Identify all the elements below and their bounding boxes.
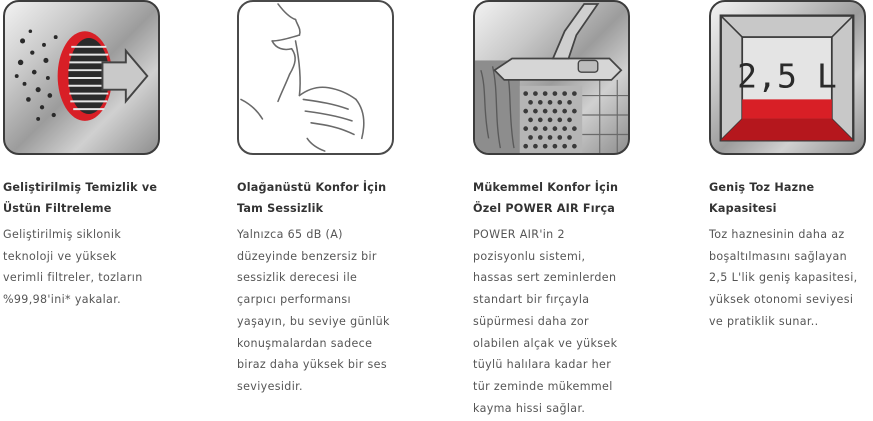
feature-description: Geliştirilmiş siklonik teknoloji ve yüksek verimli filtreler, tozların %99,98'ini* yakalar.	[3, 228, 143, 307]
feature-power-air-brush	[473, 0, 633, 419]
feature-description: POWER AIR'in 2 pozisyonlu sistemi, hassas sert zeminlerden standart bir fırçayla süpürmesi daha zor olabilen alçak ve yüksek tüylü halılara kadar her tür zeminde mükemmel kayma hissi sağlar.	[473, 228, 618, 415]
feature-title: Olağanüstü Konfor İçin Tam Sessizlik	[237, 181, 387, 215]
feature-title: Geliştirilmiş Temizlik ve Üstün Filtreleme	[3, 181, 158, 215]
feature-description: Toz haznesinin daha az boşaltılmasını sağlayan 2,5 L'lik geniş kapasitesi, yüksek otonomi seviyesi ve pratiklik sunar..	[709, 228, 858, 328]
feature-silence	[237, 0, 397, 398]
capacity-label: 2,5 L	[737, 56, 837, 96]
filter-arrow-icon	[3, 0, 160, 155]
feature-title: Geniş Toz Hazne Kapasitesi	[709, 181, 815, 215]
feature-filtration	[3, 0, 163, 311]
dust-capacity-icon	[709, 0, 866, 155]
feature-description: Yalnızca 65 dB (A) düzeyinde benzersiz bir sessizlik derecesi ile çarpıcı performansı yaşayın, bu seviye günlük konuşmalardan sadece biraz daha yüksek bir ses seviyesidir.	[237, 228, 390, 393]
feature-dust-capacity	[709, 0, 869, 333]
floor-brush-icon	[473, 0, 630, 155]
silence-finger-icon	[237, 0, 394, 155]
feature-title: Mükemmel Konfor İçin Özel POWER AIR Fırça	[473, 181, 619, 215]
